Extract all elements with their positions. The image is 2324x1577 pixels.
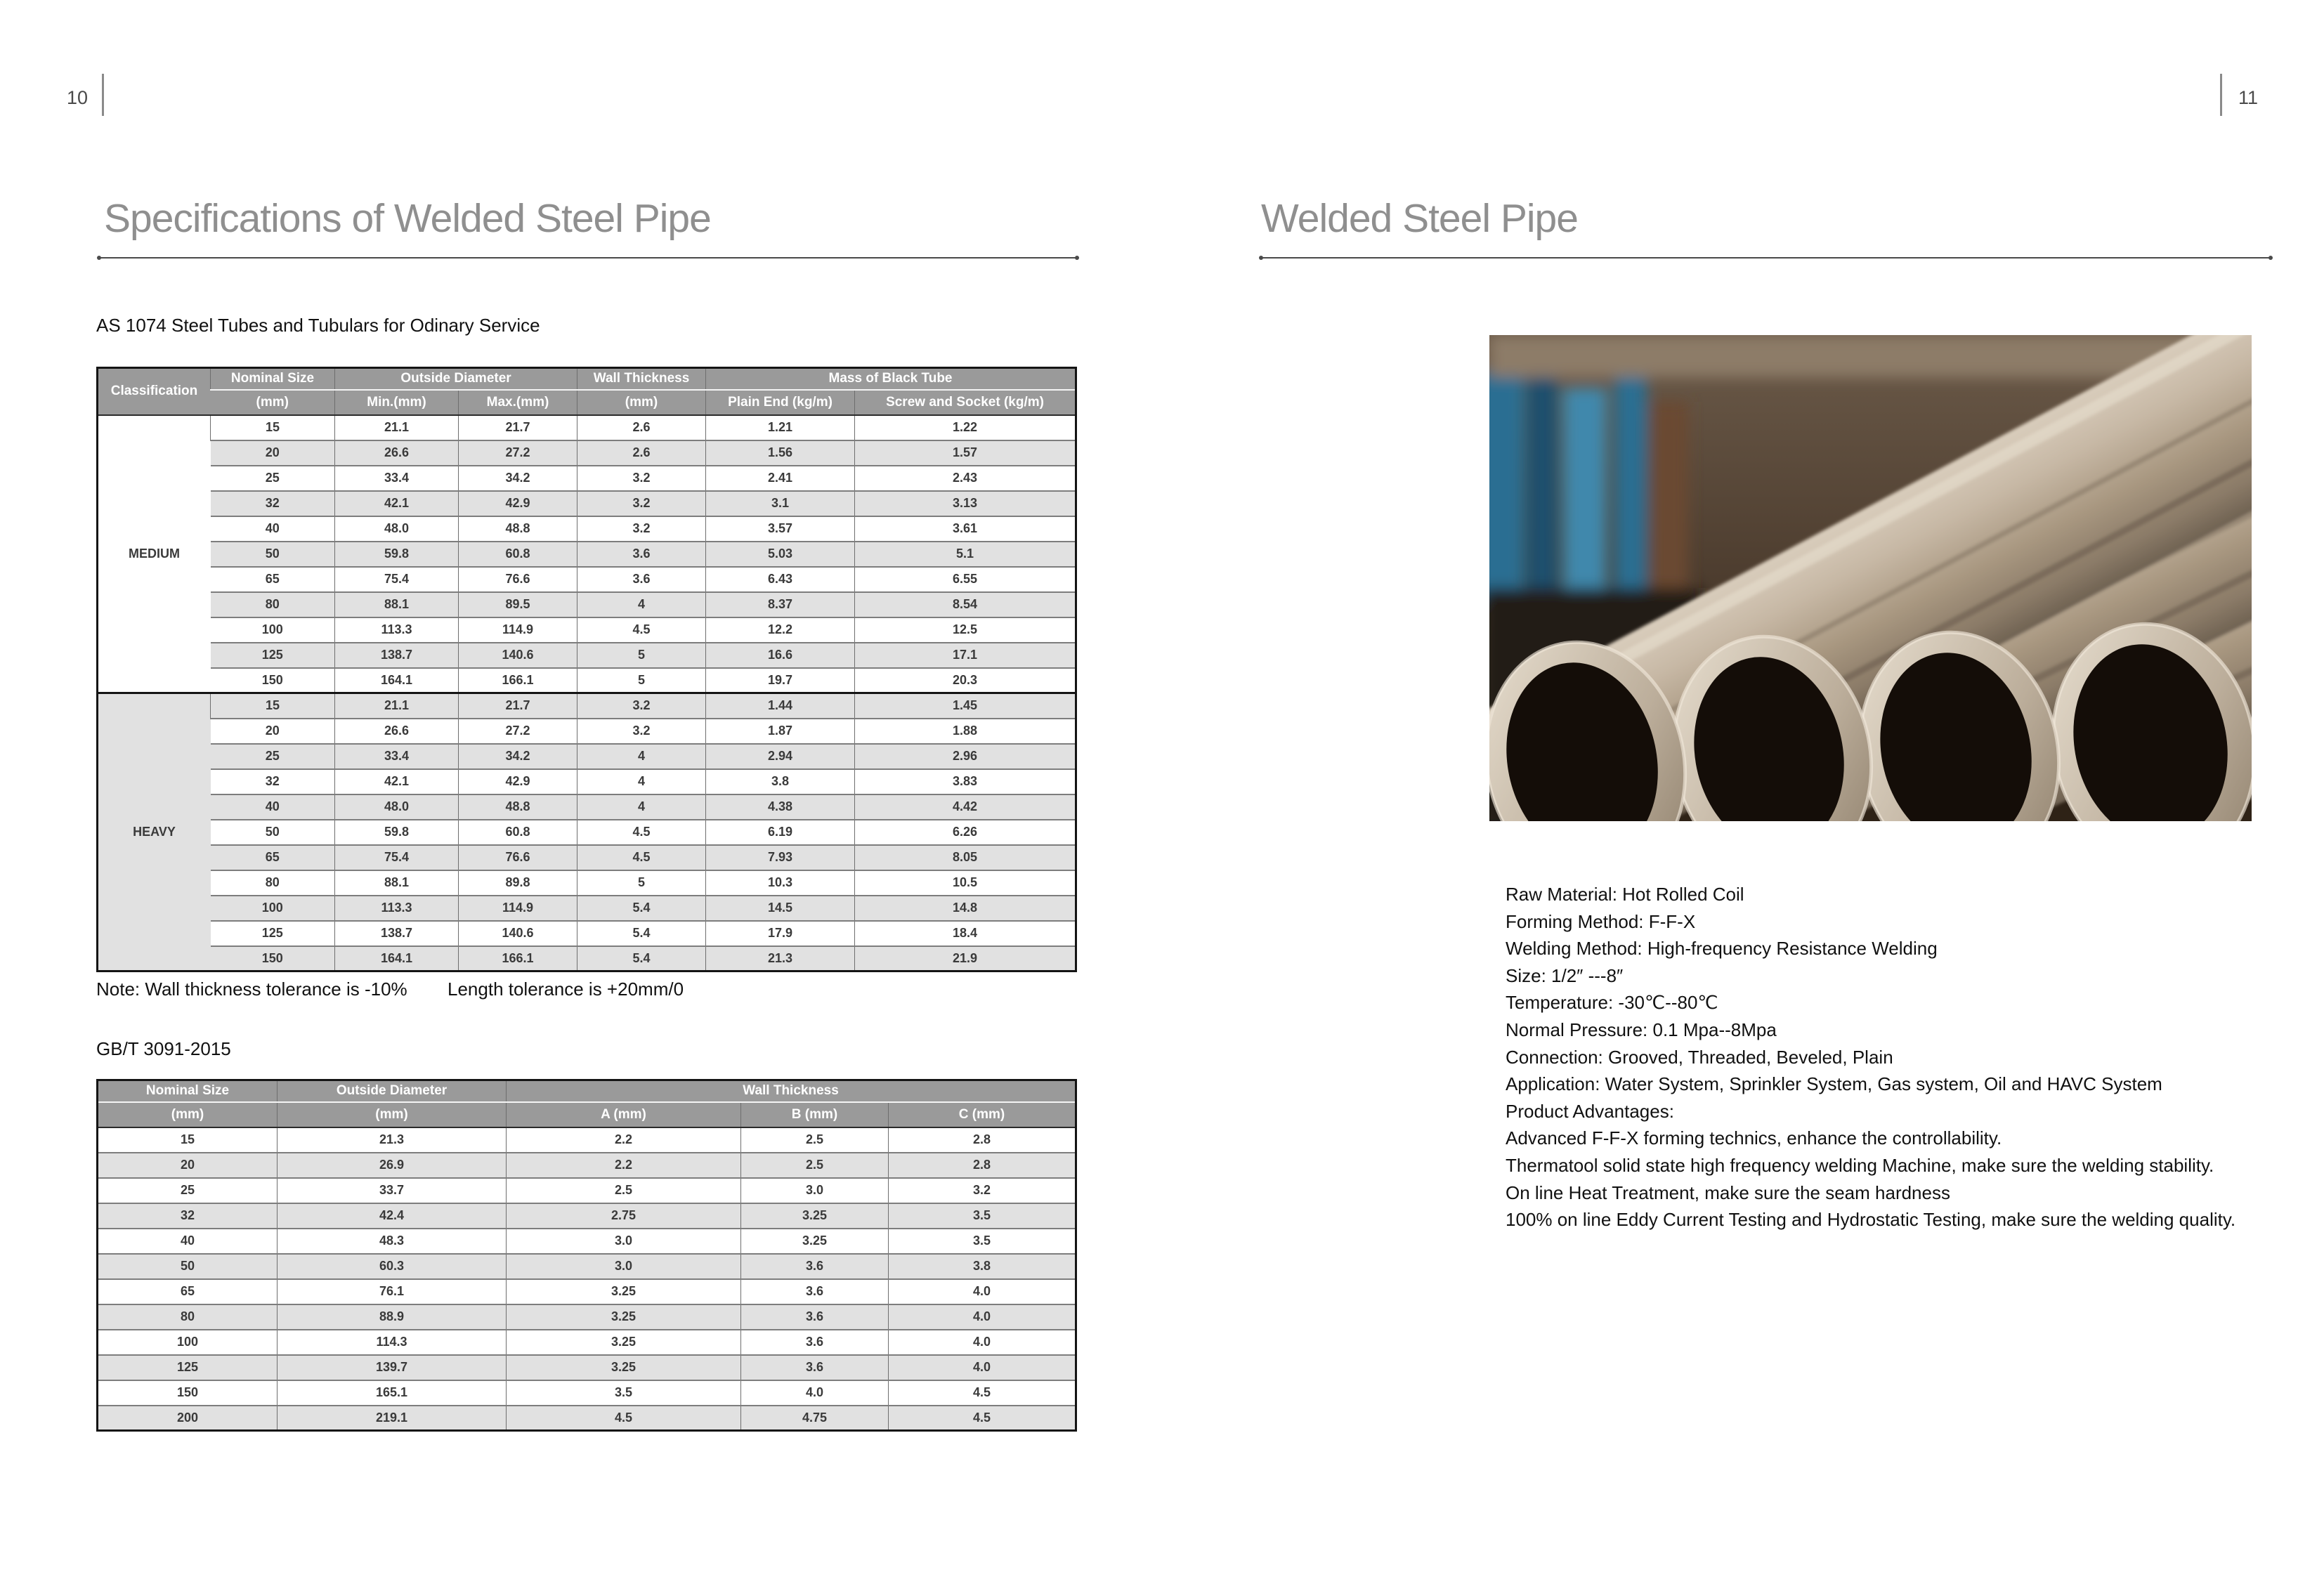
table-cell: 75.4	[335, 845, 459, 870]
table-cell: 2.94	[706, 744, 855, 769]
table-cell: 150	[211, 668, 335, 693]
table-row	[98, 1380, 1076, 1406]
table-cell: 16.6	[706, 643, 855, 668]
table-cell: 3.8	[889, 1254, 1076, 1279]
table-cell: 21.3	[706, 946, 855, 971]
table-cell: 3.57	[706, 516, 855, 542]
product-spec-text	[1506, 881, 2235, 1234]
table-cell: 100	[211, 896, 335, 921]
table-cell: 21.9	[855, 946, 1076, 971]
table-cell: 60.8	[459, 542, 577, 567]
table-row	[98, 896, 1076, 921]
col-subheader-max-mm: Max.(mm)	[459, 390, 577, 415]
table-cell: 138.7	[335, 643, 459, 668]
table-cell: 1.56	[706, 440, 855, 466]
table-cell: 2.8	[889, 1127, 1076, 1153]
col-subheader-plain-end: Plain End (kg/m)	[706, 390, 855, 415]
table-cell: 3.5	[507, 1380, 741, 1406]
table-cell: 2.5	[741, 1127, 889, 1153]
table-row	[98, 946, 1076, 971]
table-cell: 3.2	[577, 719, 706, 744]
table-cell: 125	[211, 643, 335, 668]
table-cell: 18.4	[855, 921, 1076, 946]
table-cell: 80	[211, 592, 335, 617]
table-cell: 114.9	[459, 896, 577, 921]
table-cell: 20.3	[855, 668, 1076, 693]
table-cell: 4.0	[889, 1279, 1076, 1304]
table-cell: 8.37	[706, 592, 855, 617]
table-cell: 65	[98, 1279, 278, 1304]
table-cell: 26.6	[335, 719, 459, 744]
table-cell: 48.8	[459, 516, 577, 542]
table-cell: 42.9	[459, 769, 577, 794]
table-cell: 2.2	[507, 1153, 741, 1178]
table-cell: 4	[577, 744, 706, 769]
table-cell: 5	[577, 870, 706, 896]
table-cell: 25	[211, 744, 335, 769]
table-cell: 3.6	[741, 1355, 889, 1380]
steel-pipes-photo	[1489, 335, 2252, 821]
table-cell: 8.54	[855, 592, 1076, 617]
table-cell: 140.6	[459, 643, 577, 668]
table-cell: 2.6	[577, 415, 706, 440]
table-row	[98, 466, 1076, 491]
table-row	[98, 516, 1076, 542]
table-cell: 4	[577, 769, 706, 794]
table-cell: 3.6	[741, 1304, 889, 1330]
col-header-nominal-size: Nominal Size	[98, 1080, 278, 1102]
table-cell: 100	[211, 617, 335, 643]
table-cell: 3.2	[577, 516, 706, 542]
table-cell: 125	[98, 1355, 278, 1380]
table-cell: 48.8	[459, 794, 577, 820]
classification-cell: MEDIUM	[98, 415, 211, 693]
table-cell: 139.7	[278, 1355, 507, 1380]
col-header-outside-diameter: Outside Diameter	[335, 368, 577, 390]
table-cell: 25	[211, 466, 335, 491]
spec-line: Raw Material: Hot Rolled Coil	[1506, 884, 1744, 905]
table-cell: 21.7	[459, 415, 577, 440]
col-subheader-c-mm: C (mm)	[889, 1102, 1076, 1127]
col-subheader-mm: (mm)	[211, 390, 335, 415]
table-cell: 14.5	[706, 896, 855, 921]
table-cell: 65	[211, 567, 335, 592]
table-cell: 3.83	[855, 769, 1076, 794]
col-header-classification: Classification	[98, 368, 211, 415]
table-cell: 3.6	[577, 567, 706, 592]
table-cell: 15	[211, 415, 335, 440]
table-cell: 114.3	[278, 1330, 507, 1355]
table-row	[98, 1330, 1076, 1355]
table-cell: 4.5	[577, 820, 706, 845]
standard-label-as1074: AS 1074 Steel Tubes and Tubulars for Odinary Service	[96, 315, 540, 336]
table-row	[98, 643, 1076, 668]
table-cell: 15	[211, 693, 335, 719]
table-note-length: Length tolerance is +20mm/0	[448, 979, 684, 1000]
table-cell: 164.1	[335, 946, 459, 971]
table-cell: 5	[577, 668, 706, 693]
table-row	[98, 668, 1076, 693]
table-row	[98, 921, 1076, 946]
table-cell: 59.8	[335, 820, 459, 845]
table-cell: 2.5	[507, 1178, 741, 1203]
table-cell: 4.0	[889, 1330, 1076, 1355]
table-cell: 1.44	[706, 693, 855, 719]
table-cell: 40	[211, 794, 335, 820]
page-rule-left	[102, 74, 104, 116]
title-underline-left	[99, 257, 1077, 259]
table-cell: 2.96	[855, 744, 1076, 769]
table-cell: 89.5	[459, 592, 577, 617]
table-cell: 4.0	[889, 1304, 1076, 1330]
table-cell: 88.1	[335, 592, 459, 617]
table-cell: 33.4	[335, 466, 459, 491]
table-cell: 3.25	[507, 1355, 741, 1380]
table-row	[98, 1203, 1076, 1229]
table-cell: 3.6	[741, 1330, 889, 1355]
table-cell: 5.4	[577, 896, 706, 921]
table-cell: 1.57	[855, 440, 1076, 466]
spec-line: Size: 1/2″ ---8″	[1506, 964, 1624, 986]
table-cell: 59.8	[335, 542, 459, 567]
table-cell: 3.13	[855, 491, 1076, 516]
table-cell: 8.05	[855, 845, 1076, 870]
classification-cell: HEAVY	[98, 693, 211, 971]
table-row	[98, 542, 1076, 567]
table-cell: 3.2	[577, 466, 706, 491]
table-cell: 76.6	[459, 845, 577, 870]
table-row	[98, 794, 1076, 820]
table-cell: 7.93	[706, 845, 855, 870]
table-row	[98, 617, 1076, 643]
table-cell: 48.0	[335, 794, 459, 820]
table-cell: 4.5	[889, 1406, 1076, 1431]
col-subheader-a-mm: A (mm)	[507, 1102, 741, 1127]
table-cell: 3.2	[889, 1178, 1076, 1203]
spec-line: 100% on line Eddy Current Testing and Hydrostatic Testing, make sure the welding quality.	[1506, 1209, 2236, 1231]
table-cell: 140.6	[459, 921, 577, 946]
table-cell: 1.21	[706, 415, 855, 440]
table-cell: 80	[211, 870, 335, 896]
table-cell: 1.22	[855, 415, 1076, 440]
table-cell: 4.42	[855, 794, 1076, 820]
table-cell: 1.88	[855, 719, 1076, 744]
page-number-right: 11	[2238, 87, 2259, 108]
table-cell: 5.4	[577, 946, 706, 971]
table-cell: 12.2	[706, 617, 855, 643]
table-cell: 6.55	[855, 567, 1076, 592]
table-cell: 113.3	[335, 896, 459, 921]
table-row	[98, 491, 1076, 516]
spec-line: Thermatool solid state high frequency welding Machine, make sure the welding stability.	[1506, 1154, 2214, 1176]
table-cell: 34.2	[459, 744, 577, 769]
table-cell: 20	[211, 440, 335, 466]
page-title-left: Specifications of Welded Steel Pipe	[104, 196, 711, 241]
table-cell: 15	[98, 1127, 278, 1153]
table-cell: 114.9	[459, 617, 577, 643]
table-cell: 3.0	[507, 1254, 741, 1279]
table-cell: 40	[98, 1229, 278, 1254]
table-cell: 2.5	[741, 1153, 889, 1178]
col-header-mass-black-tube: Mass of Black Tube	[706, 368, 1076, 390]
table-cell: 25	[98, 1178, 278, 1203]
table-row	[98, 769, 1076, 794]
spec-line: Normal Pressure: 0.1 Mpa--8Mpa	[1506, 1019, 1777, 1040]
table-cell: 33.4	[335, 744, 459, 769]
table-cell: 19.7	[706, 668, 855, 693]
table-row	[98, 870, 1076, 896]
table-row	[98, 719, 1076, 744]
table-cell: 48.0	[335, 516, 459, 542]
table-cell: 10.3	[706, 870, 855, 896]
spec-line: On line Heat Treatment, make sure the seam hardness	[1506, 1182, 1950, 1203]
page-number-left: 10	[67, 87, 89, 108]
spec-line: Product Advantages:	[1506, 1100, 1674, 1122]
table-cell: 10.5	[855, 870, 1076, 896]
table-cell: 27.2	[459, 440, 577, 466]
table-cell: 3.8	[706, 769, 855, 794]
table-cell: 5.1	[855, 542, 1076, 567]
table-row	[98, 1304, 1076, 1330]
table-row	[98, 1355, 1076, 1380]
table-cell: 3.1	[706, 491, 855, 516]
table-cell: 65	[211, 845, 335, 870]
table-cell: 5	[577, 643, 706, 668]
table-cell: 6.43	[706, 567, 855, 592]
table-cell: 21.1	[335, 415, 459, 440]
spec-line: Advanced F-F-X forming technics, enhance the controllability.	[1506, 1127, 2002, 1149]
table-cell: 3.25	[741, 1229, 889, 1254]
table-cell: 4.5	[889, 1380, 1076, 1406]
table-cell: 42.1	[335, 769, 459, 794]
table-cell: 166.1	[459, 946, 577, 971]
table-cell: 14.8	[855, 896, 1076, 921]
table-cell: 219.1	[278, 1406, 507, 1431]
table-cell: 12.5	[855, 617, 1076, 643]
col-header-wall-thickness: Wall Thickness	[507, 1080, 1076, 1102]
title-underline-right	[1261, 257, 2271, 259]
table-cell: 3.61	[855, 516, 1076, 542]
table-cell: 33.7	[278, 1178, 507, 1203]
table-cell: 4	[577, 592, 706, 617]
table-row	[98, 820, 1076, 845]
table-cell: 3.0	[741, 1178, 889, 1203]
table-cell: 4.38	[706, 794, 855, 820]
table-cell: 76.6	[459, 567, 577, 592]
col-header-wall-thickness: Wall Thickness	[577, 368, 706, 390]
table-cell: 21.1	[335, 693, 459, 719]
table-cell: 164.1	[335, 668, 459, 693]
table-cell: 6.26	[855, 820, 1076, 845]
table-row	[98, 1406, 1076, 1431]
table-row	[98, 415, 1076, 440]
page-title-right: Welded Steel Pipe	[1261, 196, 1578, 241]
table-cell: 3.25	[507, 1279, 741, 1304]
table-cell: 88.1	[335, 870, 459, 896]
table-cell: 2.2	[507, 1127, 741, 1153]
table-cell: 2.6	[577, 440, 706, 466]
table-cell: 3.6	[741, 1279, 889, 1304]
col-subheader-screw-socket: Screw and Socket (kg/m)	[855, 390, 1076, 415]
table-cell: 88.9	[278, 1304, 507, 1330]
spec-line: Forming Method: F-F-X	[1506, 910, 1696, 932]
table-cell: 80	[98, 1304, 278, 1330]
table-cell: 17.1	[855, 643, 1076, 668]
spec-line: Temperature: -30℃--80℃	[1506, 992, 1718, 1014]
as1074-spec-table	[96, 367, 1077, 972]
table-cell: 3.25	[741, 1203, 889, 1229]
table-row	[98, 1279, 1076, 1304]
table-cell: 32	[211, 769, 335, 794]
col-header-nominal-size: Nominal Size	[211, 368, 335, 390]
table-cell: 21.7	[459, 693, 577, 719]
table-row	[98, 845, 1076, 870]
table-cell: 2.8	[889, 1153, 1076, 1178]
col-subheader-b-mm: B (mm)	[741, 1102, 889, 1127]
table-cell: 27.2	[459, 719, 577, 744]
col-subheader-wall-mm: (mm)	[577, 390, 706, 415]
col-header-outside-diameter: Outside Diameter	[278, 1080, 507, 1102]
gbt3091-spec-table	[96, 1079, 1077, 1432]
table-cell: 20	[98, 1153, 278, 1178]
table-cell: 32	[98, 1203, 278, 1229]
table-cell: 2.43	[855, 466, 1076, 491]
table-cell: 3.5	[889, 1203, 1076, 1229]
table-cell: 200	[98, 1406, 278, 1431]
table-cell: 26.9	[278, 1153, 507, 1178]
table-cell: 150	[98, 1380, 278, 1406]
table-cell: 50	[211, 542, 335, 567]
table-row	[98, 693, 1076, 719]
table-cell: 60.3	[278, 1254, 507, 1279]
table-cell: 4.5	[507, 1406, 741, 1431]
table-cell: 26.6	[335, 440, 459, 466]
table-cell: 42.4	[278, 1203, 507, 1229]
table-row	[98, 440, 1076, 466]
table-note-thickness: Note: Wall thickness tolerance is -10%	[96, 979, 407, 1000]
standard-label-gbt3091: GB/T 3091-2015	[96, 1038, 231, 1059]
table-cell: 3.6	[741, 1254, 889, 1279]
col-subheader-min-mm: Min.(mm)	[335, 390, 459, 415]
table-cell: 3.25	[507, 1330, 741, 1355]
table-cell: 113.3	[335, 617, 459, 643]
table-cell: 4.0	[741, 1380, 889, 1406]
table-cell: 3.25	[507, 1304, 741, 1330]
table-cell: 150	[211, 946, 335, 971]
table-cell: 3.2	[577, 693, 706, 719]
table-cell: 5.03	[706, 542, 855, 567]
table-cell: 42.1	[335, 491, 459, 516]
table-cell: 125	[211, 921, 335, 946]
table-cell: 40	[211, 516, 335, 542]
table-cell: 89.8	[459, 870, 577, 896]
table-cell: 138.7	[335, 921, 459, 946]
table-cell: 48.3	[278, 1229, 507, 1254]
table-cell: 4.75	[741, 1406, 889, 1431]
table-cell: 4	[577, 794, 706, 820]
spec-line: Connection: Grooved, Threaded, Beveled, Plain	[1506, 1046, 1893, 1068]
table-row	[98, 567, 1076, 592]
table-cell: 20	[211, 719, 335, 744]
table-cell: 50	[98, 1254, 278, 1279]
col-subheader-od-mm: (mm)	[278, 1102, 507, 1127]
table-cell: 4.5	[577, 845, 706, 870]
table-cell: 60.8	[459, 820, 577, 845]
steel-pipes-illustration	[1489, 335, 2252, 821]
table-cell: 32	[211, 491, 335, 516]
table-cell: 100	[98, 1330, 278, 1355]
table-cell: 3.5	[889, 1229, 1076, 1254]
table-cell: 4.0	[889, 1355, 1076, 1380]
table-cell: 42.9	[459, 491, 577, 516]
table-cell: 3.6	[577, 542, 706, 567]
table-cell: 1.45	[855, 693, 1076, 719]
table-cell: 166.1	[459, 668, 577, 693]
table-cell: 50	[211, 820, 335, 845]
table-row	[98, 1127, 1076, 1153]
col-subheader-mm: (mm)	[98, 1102, 278, 1127]
table-cell: 75.4	[335, 567, 459, 592]
table-row	[98, 1254, 1076, 1279]
table-cell: 76.1	[278, 1279, 507, 1304]
table-cell: 1.87	[706, 719, 855, 744]
spec-line: Welding Method: High-frequency Resistance Welding	[1506, 938, 1938, 960]
table-row	[98, 1153, 1076, 1178]
table-cell: 2.75	[507, 1203, 741, 1229]
table-cell: 3.2	[577, 491, 706, 516]
table-cell: 165.1	[278, 1380, 507, 1406]
table-cell: 6.19	[706, 820, 855, 845]
table-row	[98, 1178, 1076, 1203]
table-cell: 21.3	[278, 1127, 507, 1153]
table-row	[98, 1229, 1076, 1254]
page-rule-right	[2220, 74, 2222, 116]
table-cell: 2.41	[706, 466, 855, 491]
table-row	[98, 592, 1076, 617]
spec-line: Application: Water System, Sprinkler System, Gas system, Oil and HAVC System	[1506, 1073, 2162, 1095]
table-cell: 34.2	[459, 466, 577, 491]
table-cell: 4.5	[577, 617, 706, 643]
table-cell: 5.4	[577, 921, 706, 946]
table-cell: 17.9	[706, 921, 855, 946]
table-row	[98, 744, 1076, 769]
table-cell: 3.0	[507, 1229, 741, 1254]
